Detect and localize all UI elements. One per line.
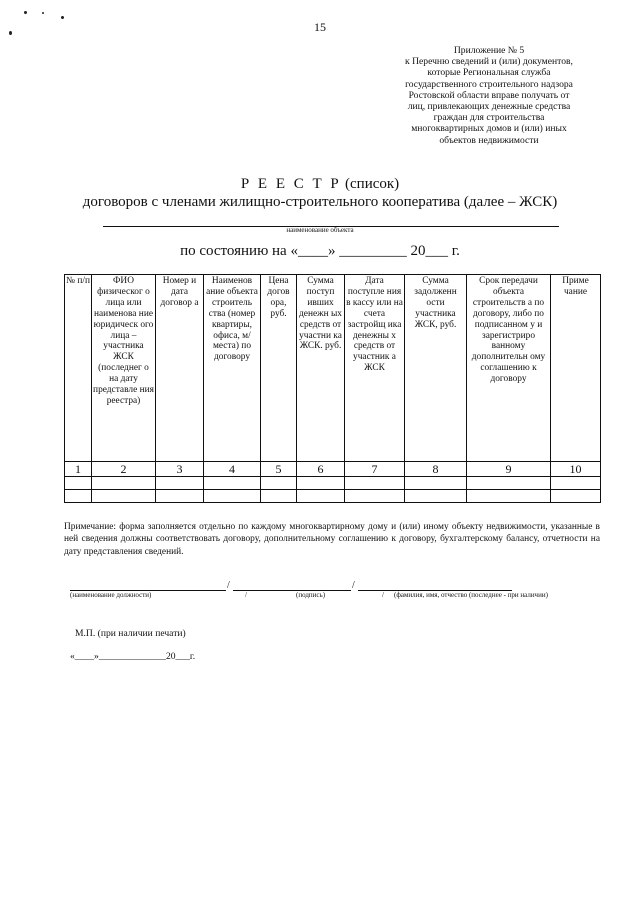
- scan-speck: [24, 11, 27, 14]
- column-number: 3: [156, 462, 204, 477]
- table-cell: [204, 477, 261, 490]
- table-cell: [92, 490, 156, 503]
- appendix-line: к Перечню сведений и (или) документов,: [405, 56, 573, 68]
- table-cell: [551, 490, 601, 503]
- table-cell: [261, 477, 297, 490]
- object-name-caption: наименование объекта: [286, 226, 354, 234]
- appendix-line: многоквартирных домов и (или) иных: [411, 123, 567, 135]
- column-number: 1: [65, 462, 92, 477]
- signing-date: «____»______________20___г.: [70, 651, 196, 662]
- column-header: Приме чание: [551, 275, 601, 462]
- separator-slash: /: [382, 591, 384, 599]
- table-cell: [345, 477, 405, 490]
- table-cell: [156, 477, 204, 490]
- table-cell: [92, 477, 156, 490]
- separator-slash: /: [227, 580, 230, 591]
- table-cell: [467, 490, 551, 503]
- table-cell: [65, 477, 92, 490]
- column-number: 5: [261, 462, 297, 477]
- column-header: Сумма поступ ивших денежн ых средств от участни ка ЖСК. руб.: [297, 275, 345, 462]
- page-number: 15: [314, 20, 326, 34]
- column-header: Сумма задолженн ости участника ЖСК, руб.: [405, 275, 467, 462]
- column-number: 8: [405, 462, 467, 477]
- appendix-line: объектов недвижимости: [439, 134, 539, 146]
- column-number: 4: [204, 462, 261, 477]
- table-cell: [405, 490, 467, 503]
- column-header: № п/п: [65, 275, 92, 462]
- signature-line: [233, 590, 351, 591]
- appendix-line: граждан для строительства: [433, 112, 545, 124]
- table-cell: [297, 477, 345, 490]
- column-header: Цена догов ора, руб.: [261, 275, 297, 462]
- column-number: 6: [297, 462, 345, 477]
- column-number: 10: [551, 462, 601, 477]
- scan-speck: [42, 12, 44, 14]
- registry-title-main: Р Е Е С Т Р: [240, 176, 342, 192]
- table-cell: [551, 477, 601, 490]
- column-header: Номер и дата договор а: [156, 275, 204, 462]
- registry-subtitle: договоров с членами жилищно-строительного кооператива (далее – ЖСК): [82, 194, 558, 210]
- column-number-row: [65, 462, 601, 477]
- table-cell: [204, 490, 261, 503]
- scan-speck: [61, 16, 64, 19]
- registry-title: [0, 176, 640, 193]
- column-header: ФИО физическог о лица или наименова ние юридическ ого лица – участника ЖСК (последнег о на дату представле ния реестра): [92, 275, 156, 462]
- appendix-line: лиц, привлекающих денежные средства: [407, 101, 571, 113]
- appendix-line: Ростовской области вправе получать от: [408, 89, 570, 101]
- table-cell: [405, 477, 467, 490]
- registry-table: [64, 274, 601, 503]
- column-header: Дата поступле ния в кассу или на счета застройщ ика денежны х средств от участник а ЖСК: [345, 275, 405, 462]
- column-number: 2: [92, 462, 156, 477]
- appendix-line: государственного строительного надзора: [405, 78, 573, 90]
- position-caption: (наименование должности): [70, 591, 152, 599]
- form-note: Примечание: форма заполняется отдельно по каждому многоквартирному дому и (или) иному объекту недвижимости, указанные в ней сведения должны соответствовать договору, дополнительному соглашению к договору, бухгалтерскому балансу, отчетности на дату представления сведений.: [64, 522, 600, 557]
- table-cell: [261, 490, 297, 503]
- separator-slash: /: [352, 580, 355, 591]
- column-header: Наименов ание объекта строитель ства (номер квартиры, офиса, м/места) по договору: [204, 275, 261, 462]
- column-number: 9: [467, 462, 551, 477]
- column-header: Срок передачи объекта строительств а по договору, либо по подписанном у и зарегистриро ванному дополнительн ому соглашению к договору: [467, 275, 551, 462]
- table-row: [65, 490, 601, 503]
- as-of-date: по состоянию на «____» _________ 20___ г.: [180, 243, 460, 259]
- signature-caption: (подпись): [296, 591, 326, 599]
- table-cell: [345, 490, 405, 503]
- seal-note: М.П. (при наличии печати): [75, 628, 186, 639]
- registry-title-qualifier: (список): [345, 176, 400, 192]
- table-cell: [297, 490, 345, 503]
- column-number: 7: [345, 462, 405, 477]
- full-name-caption: (фамилия, имя, отчество (последнее - при наличии): [394, 591, 548, 599]
- appendix-note: [380, 45, 598, 146]
- table-row: [65, 477, 601, 490]
- separator-slash: /: [245, 591, 247, 599]
- appendix-line: которые Региональная служба: [427, 67, 551, 79]
- appendix-line: Приложение № 5: [453, 45, 525, 56]
- table-header-row: [65, 275, 601, 462]
- table-cell: [467, 477, 551, 490]
- table-cell: [156, 490, 204, 503]
- table-cell: [65, 490, 92, 503]
